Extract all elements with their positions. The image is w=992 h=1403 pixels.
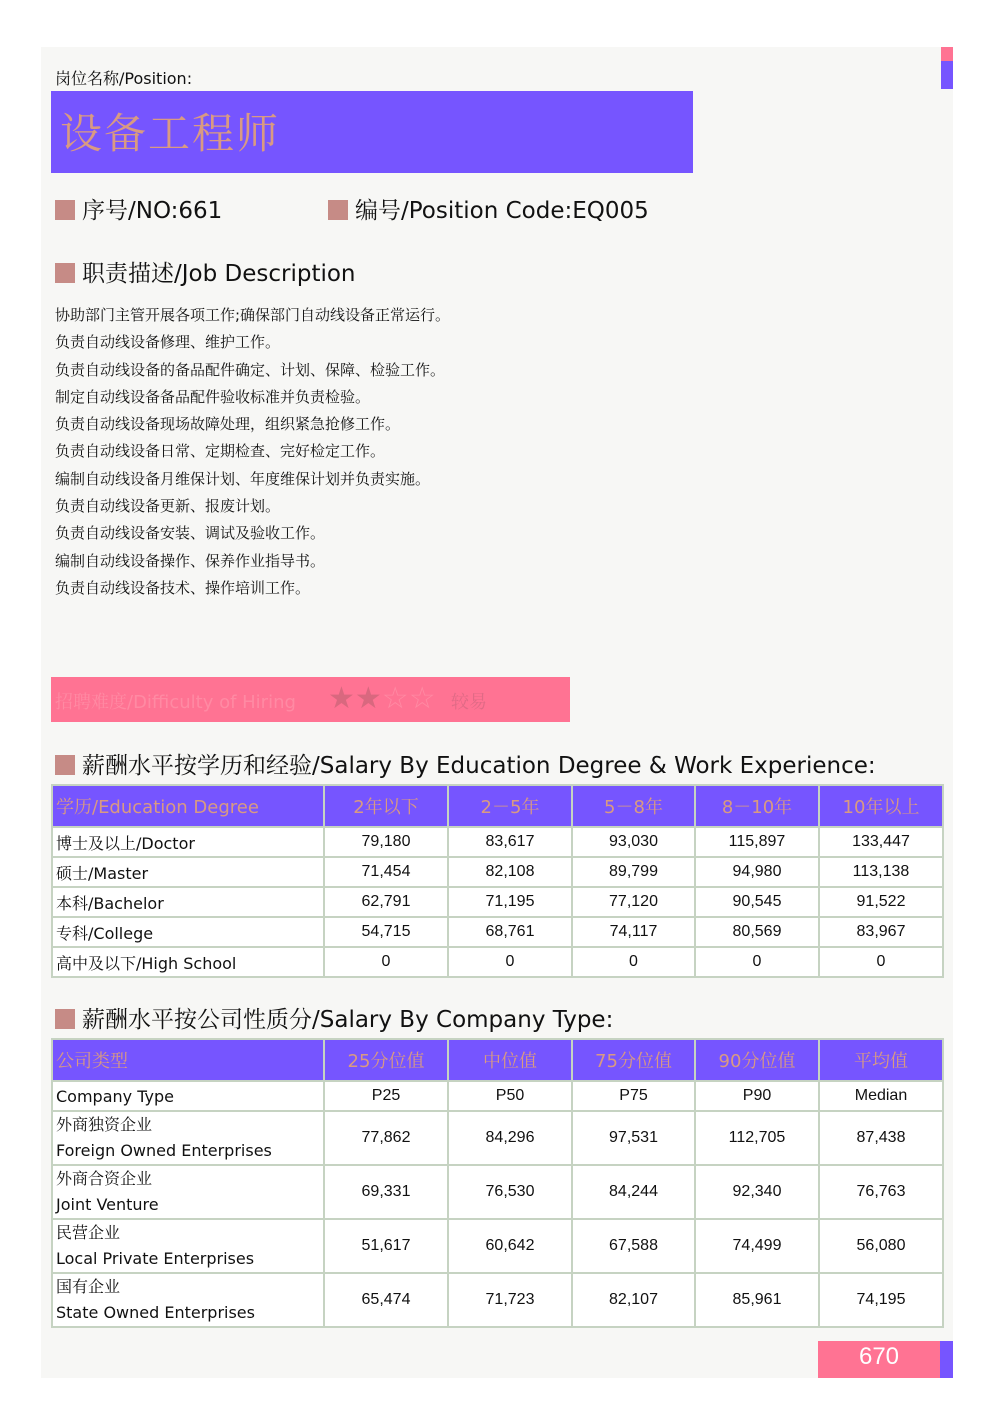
table-cell: 0 <box>572 947 695 977</box>
table-header-row <box>52 1039 943 1081</box>
table-cell: 71,454 <box>324 857 448 887</box>
bullet-square-icon <box>55 755 75 775</box>
table-cell: 71,723 <box>448 1273 572 1327</box>
table-cell: 74,499 <box>695 1219 819 1273</box>
table-cell: 112,705 <box>695 1111 819 1165</box>
job-line: 负责自动线设备的备品配件确定、计划、保障、检验工作。 <box>55 360 446 379</box>
table-cell: 77,862 <box>324 1111 448 1165</box>
table-cell: P90 <box>695 1081 819 1111</box>
company-type-cn: 外商合资企业 <box>56 1169 153 1188</box>
job-description-list <box>55 302 450 602</box>
table-cell: P25 <box>324 1081 448 1111</box>
table-cell: 67,588 <box>572 1219 695 1273</box>
table-cell: 本科/Bachelor <box>52 887 324 917</box>
table-cell <box>52 1111 324 1165</box>
job-description-heading <box>55 255 356 288</box>
table-cell: 90,545 <box>695 887 819 917</box>
job-line: 协助部门主管开展各项工作;确保部门自动线设备正常运行。 <box>55 306 451 324</box>
table-cell: 76,530 <box>448 1165 572 1219</box>
table-cell: 82,107 <box>572 1273 695 1327</box>
corner-decoration-pink <box>941 47 953 61</box>
table-header-cell: 10年以上 <box>819 785 943 827</box>
table-cell: 89,799 <box>572 857 695 887</box>
table-row <box>52 1273 943 1327</box>
company-salary-table <box>51 1038 944 1328</box>
company-type-en: Foreign Owned Enterprises <box>56 1141 272 1160</box>
table-subheader-row <box>52 1081 943 1111</box>
table-cell: Company Type <box>52 1081 324 1111</box>
table-cell: 博士及以上/Doctor <box>52 827 324 857</box>
table-cell: Median <box>819 1081 943 1111</box>
serial-number <box>55 192 222 225</box>
company-type-cn: 国有企业 <box>56 1277 121 1296</box>
table-cell: 专科/College <box>52 917 324 947</box>
table-cell: 0 <box>695 947 819 977</box>
table-cell: 71,195 <box>448 887 572 917</box>
table-header-cell: 25分位值 <box>324 1039 448 1081</box>
serial-text: 序号/NO:661 <box>82 198 223 224</box>
table-cell: 0 <box>448 947 572 977</box>
table-cell: 0 <box>819 947 943 977</box>
table-cell: 94,980 <box>695 857 819 887</box>
table-row <box>52 887 943 917</box>
table-header-cell: 公司类型 <box>52 1039 324 1081</box>
table-cell: 92,340 <box>695 1165 819 1219</box>
job-line: 制定自动线设备备品配件验收标准并负责检验。 <box>55 387 371 406</box>
table-cell: 74,117 <box>572 917 695 947</box>
company-type-en: State Owned Enterprises <box>56 1303 255 1322</box>
table-cell: 60,642 <box>448 1219 572 1273</box>
table-cell: 91,522 <box>819 887 943 917</box>
company-type-en: Joint Venture <box>56 1195 159 1214</box>
difficulty-text: 较易 <box>451 692 487 713</box>
table-header-cell: 90分位值 <box>695 1039 819 1081</box>
job-line: 负责自动线设备技术、操作培训工作。 <box>55 578 311 597</box>
bullet-square-icon <box>328 200 348 220</box>
table-cell: 85,961 <box>695 1273 819 1327</box>
table-header-cell: 2－5年 <box>448 785 572 827</box>
table-cell: 84,244 <box>572 1165 695 1219</box>
table-row <box>52 1219 943 1273</box>
table-header-cell: 5－8年 <box>572 785 695 827</box>
difficulty-label: 招聘难度/Difficulty of Hiring <box>55 692 296 713</box>
table-header-cell: 平均值 <box>819 1039 943 1081</box>
job-line: 负责自动线设备更新、报废计划。 <box>55 497 281 516</box>
table-cell: 56,080 <box>819 1219 943 1273</box>
table-row <box>52 1165 943 1219</box>
company-type-cn: 民营企业 <box>56 1223 121 1242</box>
table-cell: 74,195 <box>819 1273 943 1327</box>
table-cell: 54,715 <box>324 917 448 947</box>
table-cell <box>52 1219 324 1273</box>
job-line: 负责自动线设备修理、维护工作。 <box>55 333 281 352</box>
table-cell: 79,180 <box>324 827 448 857</box>
job-heading-text: 职责描述/Job Description <box>82 261 356 287</box>
table-cell: 97,531 <box>572 1111 695 1165</box>
table-cell: 87,438 <box>819 1111 943 1165</box>
page-title: 设备工程师 <box>60 109 281 158</box>
table-row <box>52 827 943 857</box>
table-header-cell: 2年以下 <box>324 785 448 827</box>
table-cell: 93,030 <box>572 827 695 857</box>
table-cell: 65,474 <box>324 1273 448 1327</box>
company-type-en: Local Private Enterprises <box>56 1249 255 1268</box>
table-cell: P75 <box>572 1081 695 1111</box>
table-header-cell: 学历/Education Degree <box>52 785 324 827</box>
code-text: 编号/Position Code:EQ005 <box>355 198 649 224</box>
job-line: 编制自动线设备操作、保养作业指导书。 <box>55 551 326 570</box>
table-cell: 115,897 <box>695 827 819 857</box>
job-line: 负责自动线设备日常、定期检查、完好检定工作。 <box>55 442 386 461</box>
table-header-cell: 8－10年 <box>695 785 819 827</box>
position-label: 岗位名称/Position: <box>55 69 193 88</box>
job-line: 负责自动线设备安装、调试及验收工作。 <box>55 524 326 543</box>
table-cell: 84,296 <box>448 1111 572 1165</box>
table-cell: P50 <box>448 1081 572 1111</box>
table-cell: 80,569 <box>695 917 819 947</box>
company-heading-text: 薪酬水平按公司性质分/Salary By Company Type: <box>82 1007 614 1033</box>
table-row <box>52 857 943 887</box>
table-cell: 82,108 <box>448 857 572 887</box>
company-salary-heading <box>55 1001 613 1034</box>
table-cell: 83,617 <box>448 827 572 857</box>
table-cell: 62,791 <box>324 887 448 917</box>
bullet-square-icon <box>55 1009 75 1029</box>
job-line: 负责自动线设备现场故障处理，组织紧急抢修工作。 <box>55 415 401 434</box>
bullet-square-icon <box>55 200 75 220</box>
table-header-cell: 75分位值 <box>572 1039 695 1081</box>
table-cell: 83,967 <box>819 917 943 947</box>
table-cell: 硕士/Master <box>52 857 324 887</box>
table-cell: 0 <box>324 947 448 977</box>
page-number: 670 <box>858 1343 900 1370</box>
bullet-square-icon <box>55 263 75 283</box>
education-heading-text: 薪酬水平按学历和经验/Salary By Education Degree & Work Experience: <box>82 753 876 779</box>
star-empty-icon: ☆☆ <box>381 681 436 716</box>
star-filled-icon: ★★ <box>328 681 382 716</box>
table-cell: 77,120 <box>572 887 695 917</box>
table-cell <box>52 1273 324 1327</box>
table-cell: 68,761 <box>448 917 572 947</box>
page-number-accent <box>940 1341 953 1378</box>
table-row <box>52 917 943 947</box>
job-line: 编制自动线设备月维保计划、年度维保计划并负责实施。 <box>55 469 431 488</box>
table-row <box>52 947 943 977</box>
table-cell: 69,331 <box>324 1165 448 1219</box>
education-salary-heading <box>55 747 876 780</box>
corner-decoration-purple <box>941 61 953 89</box>
education-salary-table <box>51 784 944 978</box>
table-header-cell: 中位值 <box>448 1039 572 1081</box>
company-type-cn: 外商独资企业 <box>56 1115 153 1134</box>
table-cell: 133,447 <box>819 827 943 857</box>
table-cell: 113,138 <box>819 857 943 887</box>
star-rating <box>328 681 436 716</box>
table-cell: 51,617 <box>324 1219 448 1273</box>
table-cell: 高中及以下/High School <box>52 947 324 977</box>
table-row <box>52 1111 943 1165</box>
position-code <box>328 192 649 225</box>
table-header-row <box>52 785 943 827</box>
table-cell <box>52 1165 324 1219</box>
table-cell: 76,763 <box>819 1165 943 1219</box>
